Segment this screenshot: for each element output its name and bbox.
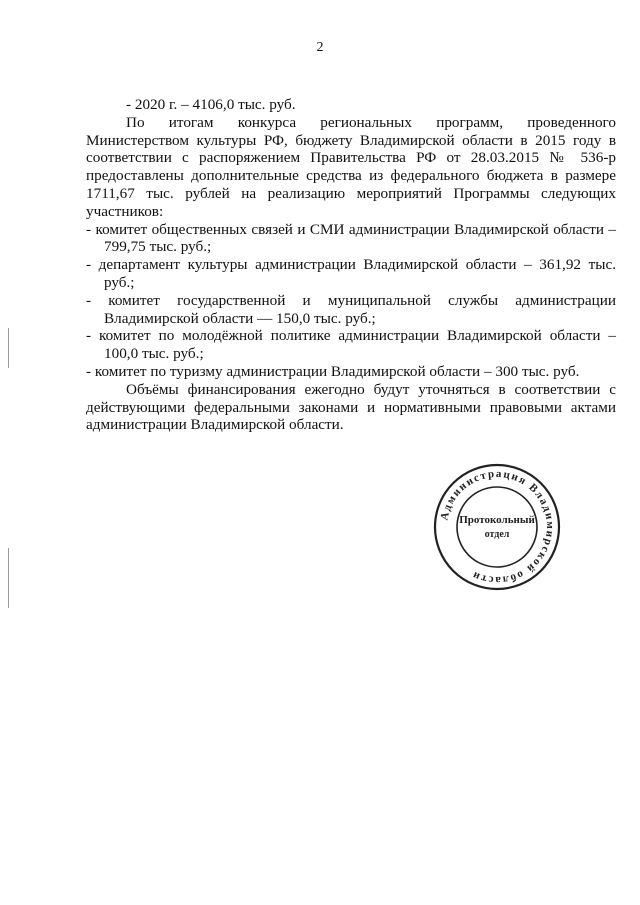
stamp-outer-ring <box>435 465 559 589</box>
scan-edge-mark <box>8 548 9 608</box>
official-stamp <box>433 463 561 591</box>
list-item: - комитет по молодёжной политике администрации Владимирской области – 100,0 тыс. руб.; <box>86 327 616 363</box>
list-item: - комитет по туризму администрации Владимирской области – 300 тыс. руб. <box>86 362 580 380</box>
budget-2020-line: - 2020 г. – 4106,0 тыс. руб. <box>126 96 296 113</box>
participants-list <box>86 221 616 381</box>
stamp-seal-icon <box>433 463 561 591</box>
list-item: - комитет общественных связей и СМИ администрации Владимирской области – 799,75 тыс. руб.; <box>86 220 616 256</box>
stamp-center-text: Протокольный отдел <box>459 514 535 540</box>
stamp-inner-ring <box>457 487 537 567</box>
scan-edge-mark <box>8 328 9 368</box>
document-body <box>86 96 616 434</box>
list-item: - департамент культуры администрации Владимирской области – 361,92 тыс. руб.; <box>86 256 616 291</box>
stamp-ring-text: Администрация Владимирской области <box>438 467 557 587</box>
paragraph-contest-results: По итогам конкурса региональных программ, проведенного Министерством культуры РФ, бюджету Владимирской области в 2015 году в соответствии с распоряжением Правительства РФ от 28.03.2015 № 536-р предоставлены дополнительные средства из федерального бюджета в размере 1711,67 тыс. рублей на реализацию мероприятий Программы следующих участников: <box>86 113 616 220</box>
paragraph-financing-note: Объёмы финансирования ежегодно будут уточняться в соответствии с действующими федеральными законами и нормативными правовыми актами администрации Владимирской области. <box>86 380 616 434</box>
list-item: - комитет государственной и муниципальной службы администрации Владимирской области — 150,0 тыс. руб.; <box>86 291 616 327</box>
page-number: 2 <box>316 40 324 55</box>
